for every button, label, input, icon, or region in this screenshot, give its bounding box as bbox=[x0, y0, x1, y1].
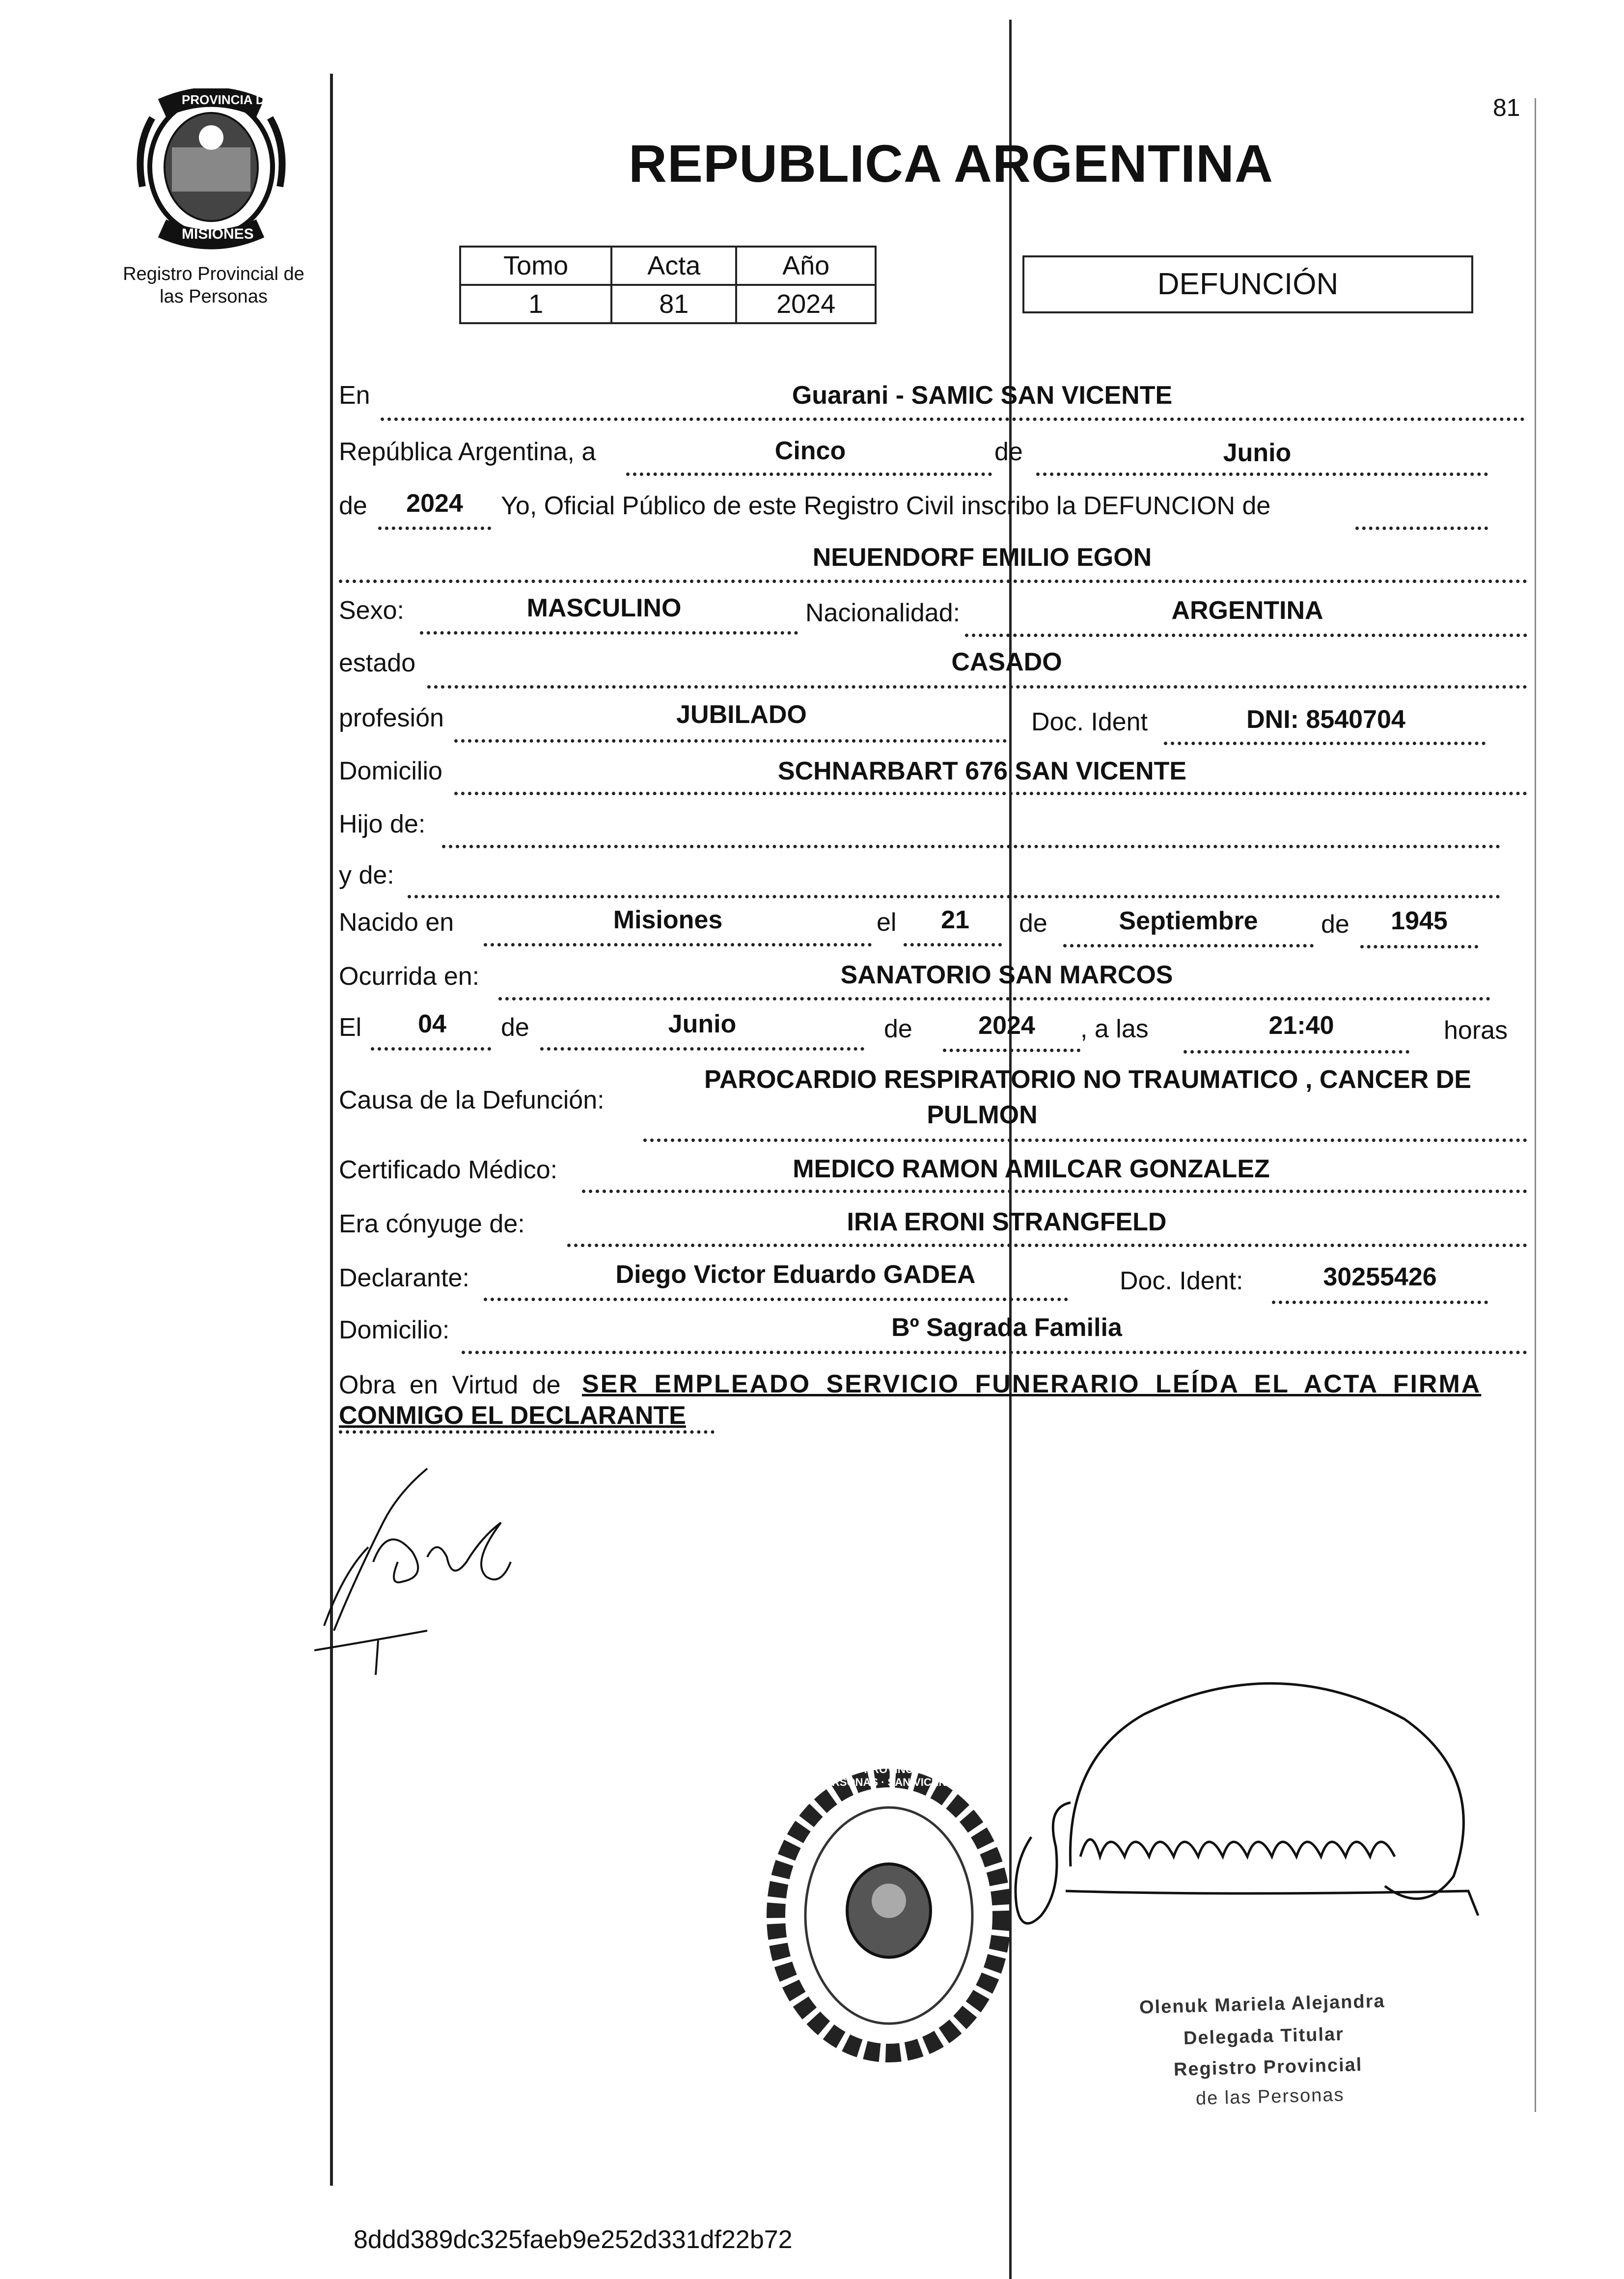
doc-ident-value: DNI: 8540704 bbox=[1246, 705, 1405, 734]
conyuge-value: IRIA ERONI STRANGFELD bbox=[847, 1208, 1167, 1236]
name-dotted-line bbox=[339, 580, 1527, 583]
stamp-text: REGISTRO PROVINCIAL DE LAS PERSONAS · SAN VICENTE bbox=[804, 1763, 973, 1788]
birth-de-label: de bbox=[1019, 909, 1047, 938]
month-value: Junio bbox=[1223, 439, 1292, 467]
page-number: 81 bbox=[1493, 94, 1520, 121]
profesion-value: JUBILADO bbox=[676, 700, 807, 729]
de-year-label: de bbox=[339, 492, 367, 520]
death-time-value: 21:40 bbox=[1268, 1011, 1334, 1040]
declarante-value: Diego Victor Eduardo GADEA bbox=[615, 1260, 976, 1289]
birth-month-value: Septiembre bbox=[1119, 907, 1258, 935]
obra-dotted-line bbox=[339, 1430, 715, 1434]
day-value: Cinco bbox=[774, 437, 846, 465]
emblem-text-bottom: MISIONES bbox=[182, 226, 254, 242]
table-row bbox=[460, 247, 876, 285]
obra-value-line1: SER EMPLEADO SERVICIO FUNERARIO LEÍDA EL ACTA FIRMA bbox=[582, 1370, 1482, 1398]
yde-label: y de: bbox=[339, 861, 394, 889]
domicilio2-value: Bº Sagrada Familia bbox=[891, 1313, 1122, 1342]
month-dotted-line bbox=[1036, 472, 1488, 476]
certificado-label: Certificado Médico: bbox=[339, 1156, 558, 1184]
yde-dotted-line bbox=[408, 895, 1500, 898]
deceased-name: NEUENDORF EMILIO EGON bbox=[812, 543, 1152, 572]
obra-value-line2: CONMIGO EL DECLARANTE bbox=[339, 1401, 686, 1430]
official-signature bbox=[982, 1660, 1522, 1965]
table-cell-tomo: 1 bbox=[460, 285, 611, 323]
hijo-label: Hijo de: bbox=[339, 810, 426, 838]
birth-year-dotted-line bbox=[1360, 945, 1478, 948]
en-value: Guarani - SAMIC SAN VICENTE bbox=[792, 381, 1173, 410]
sexo-dotted-line bbox=[420, 631, 798, 635]
table-header-ano: Año bbox=[736, 247, 876, 285]
ocurrida-dotted-line bbox=[498, 997, 1490, 1001]
estado-label: estado bbox=[339, 649, 416, 677]
death-day-dotted-line bbox=[371, 1047, 491, 1051]
doc-ident2-value: 30255426 bbox=[1323, 1263, 1437, 1291]
registry-name: Registro Provincial de las Personas bbox=[123, 264, 304, 307]
doc-ident-label: Doc. Ident bbox=[1031, 708, 1148, 736]
de-label: de bbox=[994, 438, 1023, 466]
estado-value: CASADO bbox=[951, 648, 1062, 676]
yo-dotted-line bbox=[1355, 527, 1488, 530]
death-month-value: Junio bbox=[668, 1010, 737, 1038]
profesion-label: profesión bbox=[339, 704, 444, 732]
nacionalidad-label: Nacionalidad: bbox=[805, 599, 961, 627]
doc-ident2-dotted-line bbox=[1272, 1301, 1488, 1304]
official-org-line2: de las Personas bbox=[1195, 2084, 1345, 2109]
nacionalidad-dotted-line bbox=[965, 634, 1527, 637]
death-time-dotted-line bbox=[1184, 1050, 1409, 1054]
hijo-dotted-line bbox=[442, 845, 1500, 848]
domicilio-label: Domicilio bbox=[339, 757, 442, 785]
republica-label: República Argentina, a bbox=[339, 438, 596, 466]
domicilio-dotted-line bbox=[454, 792, 1527, 795]
yo-text: Yo, Oficial Público de este Registro Civil inscribo la DEFUNCION de bbox=[501, 492, 1271, 520]
profesion-dotted-line bbox=[454, 739, 1007, 743]
official-org-line1: Registro Provincial bbox=[1173, 2054, 1363, 2081]
estado-dotted-line bbox=[427, 685, 1527, 689]
official-seal-stamp bbox=[756, 1763, 1021, 2068]
alas-label: , a las bbox=[1080, 1015, 1149, 1043]
table-cell-ano: 2024 bbox=[736, 285, 876, 323]
domicilio2-dotted-line bbox=[462, 1351, 1527, 1354]
official-title: Delegada Titular bbox=[1183, 2024, 1345, 2049]
causa-label: Causa de la Defunción: bbox=[339, 1086, 605, 1114]
birth-month-dotted-line bbox=[1063, 944, 1314, 947]
document-hash: 8ddd389dc325faeb9e252d331df22b72 bbox=[354, 2225, 793, 2254]
ocurrida-label: Ocurrida en: bbox=[339, 962, 480, 991]
en-label: En bbox=[339, 381, 370, 410]
conyuge-dotted-line bbox=[567, 1244, 1527, 1247]
day-dotted-line bbox=[626, 472, 992, 476]
table-row bbox=[460, 285, 876, 323]
death-year-dotted-line bbox=[943, 1049, 1080, 1052]
death-de2-label: de bbox=[884, 1015, 912, 1043]
doc-ident2-label: Doc. Ident: bbox=[1120, 1267, 1243, 1295]
causa-line1: PAROCARDIO RESPIRATORIO NO TRAUMATICO , CANCER DE bbox=[704, 1065, 1471, 1094]
emblem-text-top: PROVINCIA DE bbox=[182, 92, 274, 107]
nacido-value: Misiones bbox=[613, 906, 723, 934]
table-header-acta: Acta bbox=[611, 247, 736, 285]
el-label: el bbox=[877, 908, 897, 937]
sexo-label: Sexo: bbox=[339, 596, 404, 625]
ocurrida-value: SANATORIO SAN MARCOS bbox=[840, 961, 1173, 989]
table-cell-acta: 81 bbox=[611, 285, 736, 323]
nacido-label: Nacido en bbox=[339, 908, 454, 937]
death-de-label: de bbox=[501, 1013, 529, 1042]
birth-de2-label: de bbox=[1321, 910, 1349, 939]
death-day-value: 04 bbox=[418, 1010, 446, 1038]
en-dotted-line bbox=[381, 417, 1525, 421]
left-margin-rule bbox=[330, 74, 333, 2186]
page-title: REPUBLICA ARGENTINA bbox=[629, 134, 1273, 193]
sexo-value: MASCULINO bbox=[526, 594, 682, 622]
obra-label: Obra en Virtud de bbox=[339, 1371, 561, 1399]
year-dotted-line bbox=[378, 527, 491, 530]
nacido-dotted-line bbox=[484, 943, 872, 946]
certificado-value: MEDICO RAMON AMILCAR GONZALEZ bbox=[793, 1155, 1270, 1183]
horas-label: horas bbox=[1444, 1016, 1508, 1045]
domicilio-value: SCHNARBART 676 SAN VICENTE bbox=[777, 757, 1187, 785]
death-year-value: 2024 bbox=[978, 1011, 1035, 1040]
causa-dotted-line bbox=[643, 1139, 1527, 1142]
domicilio2-label: Domicilio: bbox=[339, 1316, 450, 1344]
birth-day-value: 21 bbox=[941, 906, 969, 934]
birth-day-dotted-line bbox=[904, 943, 1002, 946]
causa-line2: PULMON bbox=[927, 1101, 1038, 1129]
certificado-dotted-line bbox=[582, 1190, 1527, 1193]
doc-type-box: DEFUNCIÓN bbox=[1022, 255, 1473, 313]
table-header-tomo: Tomo bbox=[460, 247, 611, 285]
record-table bbox=[459, 246, 877, 324]
nacionalidad-value: ARGENTINA bbox=[1171, 596, 1323, 625]
doc-ident-dotted-line bbox=[1164, 742, 1486, 745]
declarante-label: Declarante: bbox=[339, 1264, 469, 1292]
birth-year-value: 1945 bbox=[1391, 907, 1448, 935]
death-month-dotted-line bbox=[540, 1047, 864, 1051]
conyuge-label: Era cónyuge de: bbox=[339, 1210, 525, 1238]
declarante-dotted-line bbox=[484, 1298, 1068, 1301]
year-value: 2024 bbox=[406, 489, 463, 518]
el-death-label: El bbox=[339, 1013, 362, 1042]
right-margin-rule bbox=[1535, 98, 1536, 2112]
declarant-signature bbox=[314, 1464, 570, 1690]
province-emblem bbox=[133, 88, 290, 250]
official-name: Olenuk Mariela Alejandra bbox=[1139, 1991, 1386, 2018]
